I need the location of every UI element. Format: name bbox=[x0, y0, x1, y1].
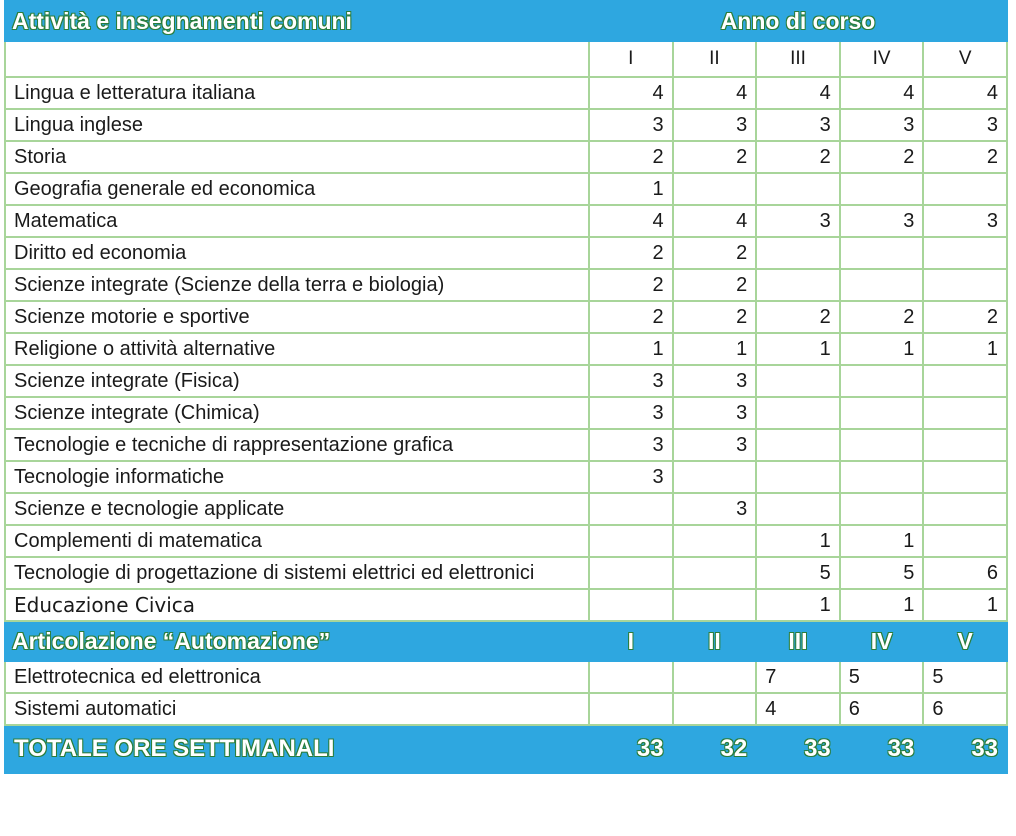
hours-cell-year-1: 1 bbox=[589, 333, 673, 365]
total-value-3: 33 bbox=[756, 725, 840, 773]
hours-cell-year-2: 1 bbox=[673, 333, 757, 365]
table-row bbox=[5, 237, 1007, 269]
hours-cell-year-3 bbox=[756, 493, 840, 525]
table-row bbox=[5, 525, 1007, 557]
table-row bbox=[5, 557, 1007, 589]
articolazione-year-2: II bbox=[673, 621, 757, 661]
subject-label: Scienze motorie e sportive bbox=[5, 301, 589, 333]
hours-cell-year-2 bbox=[673, 461, 757, 493]
subject-label: Elettrotecnica ed elettronica bbox=[5, 661, 589, 693]
articolazione-year-5: V bbox=[923, 621, 1007, 661]
hours-cell-year-2 bbox=[673, 557, 757, 589]
hours-cell-year-5 bbox=[923, 461, 1007, 493]
hours-cell-year-4: 1 bbox=[840, 525, 924, 557]
hours-cell-year-4: 5 bbox=[840, 557, 924, 589]
table-row bbox=[5, 397, 1007, 429]
hours-cell-year-1: 4 bbox=[589, 205, 673, 237]
subject-label: Scienze integrate (Fisica) bbox=[5, 365, 589, 397]
hours-cell-year-5 bbox=[923, 365, 1007, 397]
hours-cell-year-5 bbox=[923, 525, 1007, 557]
hours-cell-year-3: 5 bbox=[756, 557, 840, 589]
hours-cell-year-5: 2 bbox=[923, 141, 1007, 173]
common-subjects-body bbox=[5, 77, 1007, 621]
table-row bbox=[5, 661, 1007, 693]
hours-cell-year-1: 1 bbox=[589, 173, 673, 205]
hours-cell-year-5: 5 bbox=[923, 661, 1007, 693]
hours-cell-year-4: 2 bbox=[840, 141, 924, 173]
hours-cell-year-5 bbox=[923, 269, 1007, 301]
subject-label: Complementi di matematica bbox=[5, 525, 589, 557]
table-row bbox=[5, 493, 1007, 525]
hours-cell-year-3: 1 bbox=[756, 525, 840, 557]
hours-cell-year-1: 3 bbox=[589, 429, 673, 461]
table-row bbox=[5, 205, 1007, 237]
hours-cell-year-5: 3 bbox=[923, 109, 1007, 141]
articolazione-year-3: III bbox=[756, 621, 840, 661]
hours-cell-year-3: 4 bbox=[756, 693, 840, 725]
table-row bbox=[5, 77, 1007, 109]
year-label-5: V bbox=[923, 41, 1007, 77]
hours-cell-year-5: 6 bbox=[923, 557, 1007, 589]
subject-label: Lingua e letteratura italiana bbox=[5, 77, 589, 109]
year-labels-empty-cell bbox=[5, 41, 589, 77]
hours-cell-year-4: 3 bbox=[840, 205, 924, 237]
hours-cell-year-1: 3 bbox=[589, 397, 673, 429]
table-header-row bbox=[5, 1, 1007, 41]
year-label-4: IV bbox=[840, 41, 924, 77]
hours-cell-year-1: 3 bbox=[589, 365, 673, 397]
table-row bbox=[5, 109, 1007, 141]
hours-cell-year-3 bbox=[756, 461, 840, 493]
hours-cell-year-5 bbox=[923, 429, 1007, 461]
hours-cell-year-3: 2 bbox=[756, 141, 840, 173]
hours-cell-year-2: 2 bbox=[673, 237, 757, 269]
hours-cell-year-3 bbox=[756, 365, 840, 397]
hours-cell-year-5 bbox=[923, 237, 1007, 269]
hours-cell-year-3 bbox=[756, 269, 840, 301]
hours-cell-year-5: 3 bbox=[923, 205, 1007, 237]
total-value-1: 33 bbox=[589, 725, 673, 773]
total-value-2: 32 bbox=[673, 725, 757, 773]
hours-cell-year-3: 1 bbox=[756, 589, 840, 621]
articolazione-title: Articolazione “Automazione” bbox=[5, 621, 589, 661]
hours-cell-year-2: 4 bbox=[673, 205, 757, 237]
articolazione-year-4: IV bbox=[840, 621, 924, 661]
table-title: Attività e insegnamenti comuni bbox=[5, 1, 589, 41]
hours-cell-year-3 bbox=[756, 397, 840, 429]
table-row bbox=[5, 429, 1007, 461]
hours-cell-year-4 bbox=[840, 397, 924, 429]
year-label-2: II bbox=[673, 41, 757, 77]
table-row bbox=[5, 301, 1007, 333]
hours-cell-year-4: 3 bbox=[840, 109, 924, 141]
curriculum-table bbox=[4, 0, 1008, 774]
subject-label: Religione o attività alternative bbox=[5, 333, 589, 365]
table-row bbox=[5, 141, 1007, 173]
hours-cell-year-3 bbox=[756, 173, 840, 205]
subject-label: Storia bbox=[5, 141, 589, 173]
hours-cell-year-4 bbox=[840, 173, 924, 205]
hours-cell-year-3: 7 bbox=[756, 661, 840, 693]
hours-cell-year-5 bbox=[923, 173, 1007, 205]
subject-label: Scienze integrate (Chimica) bbox=[5, 397, 589, 429]
hours-cell-year-1: 2 bbox=[589, 141, 673, 173]
hours-cell-year-5 bbox=[923, 493, 1007, 525]
articolazione-year-1: I bbox=[589, 621, 673, 661]
table-row bbox=[5, 461, 1007, 493]
year-header: Anno di corso bbox=[589, 1, 1007, 41]
hours-cell-year-2: 2 bbox=[673, 301, 757, 333]
hours-cell-year-2: 4 bbox=[673, 77, 757, 109]
hours-cell-year-3: 3 bbox=[756, 109, 840, 141]
hours-cell-year-4 bbox=[840, 269, 924, 301]
total-value-5: 33 bbox=[923, 725, 1007, 773]
hours-cell-year-4: 5 bbox=[840, 661, 924, 693]
hours-cell-year-2 bbox=[673, 525, 757, 557]
subject-label: Tecnologie e tecniche di rappresentazione grafica bbox=[5, 429, 589, 461]
hours-cell-year-1 bbox=[589, 557, 673, 589]
hours-cell-year-1: 2 bbox=[589, 269, 673, 301]
articolazione-header-row bbox=[5, 621, 1007, 661]
hours-cell-year-4 bbox=[840, 461, 924, 493]
table-row bbox=[5, 693, 1007, 725]
year-label-1: I bbox=[589, 41, 673, 77]
total-value-4: 33 bbox=[840, 725, 924, 773]
hours-cell-year-5: 2 bbox=[923, 301, 1007, 333]
hours-cell-year-2: 3 bbox=[673, 397, 757, 429]
hours-cell-year-2 bbox=[673, 173, 757, 205]
subject-label: Tecnologie informatiche bbox=[5, 461, 589, 493]
hours-cell-year-5 bbox=[923, 397, 1007, 429]
hours-cell-year-5: 1 bbox=[923, 589, 1007, 621]
hours-cell-year-3: 1 bbox=[756, 333, 840, 365]
hours-cell-year-5: 6 bbox=[923, 693, 1007, 725]
hours-cell-year-2: 3 bbox=[673, 429, 757, 461]
subject-label: Sistemi automatici bbox=[5, 693, 589, 725]
hours-cell-year-2: 3 bbox=[673, 365, 757, 397]
hours-cell-year-1: 2 bbox=[589, 301, 673, 333]
hours-cell-year-5: 1 bbox=[923, 333, 1007, 365]
hours-cell-year-1 bbox=[589, 661, 673, 693]
subject-label: Scienze integrate (Scienze della terra e biologia) bbox=[5, 269, 589, 301]
table-row bbox=[5, 173, 1007, 205]
hours-cell-year-3 bbox=[756, 237, 840, 269]
hours-cell-year-2: 2 bbox=[673, 141, 757, 173]
hours-cell-year-1 bbox=[589, 493, 673, 525]
hours-cell-year-5: 4 bbox=[923, 77, 1007, 109]
hours-cell-year-4: 1 bbox=[840, 589, 924, 621]
subject-label: Geografia generale ed economica bbox=[5, 173, 589, 205]
subject-label: Educazione Civica bbox=[5, 589, 589, 621]
table-row bbox=[5, 365, 1007, 397]
subject-label: Tecnologie di progettazione di sistemi elettrici ed elettronici bbox=[5, 557, 589, 589]
subject-label: Scienze e tecnologie applicate bbox=[5, 493, 589, 525]
hours-cell-year-2 bbox=[673, 661, 757, 693]
hours-cell-year-4: 4 bbox=[840, 77, 924, 109]
hours-cell-year-2: 2 bbox=[673, 269, 757, 301]
hours-cell-year-1: 4 bbox=[589, 77, 673, 109]
hours-cell-year-1 bbox=[589, 589, 673, 621]
year-labels-row bbox=[5, 41, 1007, 77]
hours-cell-year-4 bbox=[840, 365, 924, 397]
hours-cell-year-2: 3 bbox=[673, 493, 757, 525]
hours-cell-year-2 bbox=[673, 693, 757, 725]
hours-cell-year-2: 3 bbox=[673, 109, 757, 141]
table-row bbox=[5, 589, 1007, 621]
hours-cell-year-4: 2 bbox=[840, 301, 924, 333]
table-row bbox=[5, 333, 1007, 365]
hours-cell-year-4: 1 bbox=[840, 333, 924, 365]
hours-cell-year-4 bbox=[840, 237, 924, 269]
hours-cell-year-3: 3 bbox=[756, 205, 840, 237]
hours-cell-year-1 bbox=[589, 693, 673, 725]
hours-cell-year-1 bbox=[589, 525, 673, 557]
subject-label: Diritto ed economia bbox=[5, 237, 589, 269]
subject-label: Lingua inglese bbox=[5, 109, 589, 141]
hours-cell-year-3 bbox=[756, 429, 840, 461]
table-row bbox=[5, 269, 1007, 301]
hours-cell-year-4 bbox=[840, 429, 924, 461]
year-label-3: III bbox=[756, 41, 840, 77]
subject-label: Matematica bbox=[5, 205, 589, 237]
hours-cell-year-4 bbox=[840, 493, 924, 525]
hours-cell-year-1: 3 bbox=[589, 109, 673, 141]
articolazione-subjects-body bbox=[5, 661, 1007, 725]
hours-cell-year-3: 2 bbox=[756, 301, 840, 333]
hours-cell-year-1: 3 bbox=[589, 461, 673, 493]
hours-cell-year-4: 6 bbox=[840, 693, 924, 725]
total-row bbox=[5, 725, 1007, 773]
total-label: TOTALE ORE SETTIMANALI bbox=[5, 725, 589, 773]
hours-cell-year-1: 2 bbox=[589, 237, 673, 269]
hours-cell-year-3: 4 bbox=[756, 77, 840, 109]
hours-cell-year-2 bbox=[673, 589, 757, 621]
curriculum-table-container bbox=[4, 0, 1010, 836]
